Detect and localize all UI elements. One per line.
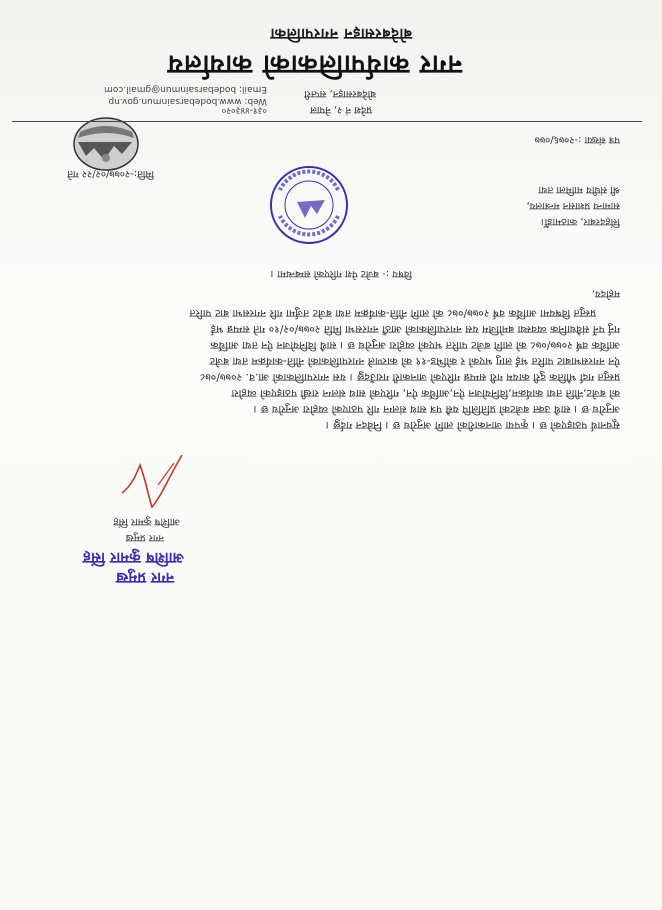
org-email: Email: bodebarsainmun@gmail.com <box>104 84 267 94</box>
org-phone: ०३१-४४३०२० <box>221 105 267 115</box>
signature-stamp-name: आशिष कुमार सिंह <box>82 549 184 567</box>
letter-number: पत्र संख्या :-२०७६/०७७ <box>534 134 620 145</box>
handwritten-signature <box>112 445 192 515</box>
recipient-line-2: सामान्य प्रशासन मन्त्रालय, <box>526 200 620 211</box>
body-line-6: को बजेट,नीति तथा कार्यक्रम,विनियोजन ऐन,आर्थिक ऐन, गरिएको साथ संलग्न राखी पठाइएको व्यहोरा <box>231 387 620 399</box>
office-seal-stamp <box>266 160 352 250</box>
body-line-3: आर्थिक वर्ष २०७७/०७८ को लागि बजेट पारित भएको व्यहोरा अनुरोध छ । साथै विनियोजन ऐन तथा आर्थिक <box>210 339 620 351</box>
org-location: बोदेबरसाइन, सप्तरी <box>304 88 376 99</box>
body-line-4: ऐन नगरसभाबाट पारित भई लागु भएको र कोभिड-१९ को कारणले नगरपालिकाको नीति-कार्यक्रम तथा बजेट <box>209 355 620 367</box>
municipal-logo <box>72 116 140 172</box>
org-web: Web: www.bodebarsainmun.gov.np <box>108 96 267 106</box>
org-name-line: बोदेबरसाइन नगरपालिका <box>270 25 412 43</box>
letter-date: मिति:-२०७७/०२/२२ गते <box>67 168 154 179</box>
signature-stamp-title: नगर प्रमुख <box>116 569 174 587</box>
header-divider <box>12 121 642 122</box>
body-line-2: गर्नु पर्ने संवैधानिक व्यवस्था बमोजिम यस नगरपालिकाको आठौं नगरसभा मिति २०७७/०२/१० गते सम्पन्न भई <box>210 323 620 335</box>
salutation: महोदय, <box>591 288 620 299</box>
recipient-line-1: श्री संघीय मामिला तथा <box>538 184 620 195</box>
org-office-title: नगर कार्यपालिकाको कार्यालय <box>166 49 462 79</box>
subject-line: विषय :- बजेट पेश गरिएको सम्बन्धमा । <box>270 268 412 279</box>
body-line-5: प्रस्तुत गर्दा भौतिक दुरी कायम गरी सम्पन्न गरिएको जानकारी गराउँदछु । यस नगरपालिकाको आ.व. २०७७/०७८ <box>199 371 620 383</box>
signatory-title: नगर प्रमुख <box>125 532 164 543</box>
signatory-name: आशिष कुमार सिंह <box>113 516 180 527</box>
org-province: प्रदेश नं २, नेपाल <box>310 104 372 115</box>
recipient-line-3: सिंहदरबार, काठमाडौँ। <box>540 216 620 227</box>
body-line-8: सूचनार्थ पठाइएको छ । कृपया जानकारीको लागि अनुरोध छ । निवेदन गर्दछु । <box>325 419 620 431</box>
body-line-1: प्रस्तुत विषयमा आर्थिक वर्ष २०७७/०७८ को लागि नीति-कार्यक्रम तथा बजेट तर्जुमा गरि नगरसभा बाट पारित <box>189 307 596 319</box>
body-line-7: अनुरोध छ । साथै उक्त बजेटको प्रतिलिपि यसै पत्र साथ संलग्न गरि पठाएको व्यहोरा अनुरोध छ । <box>253 403 620 415</box>
